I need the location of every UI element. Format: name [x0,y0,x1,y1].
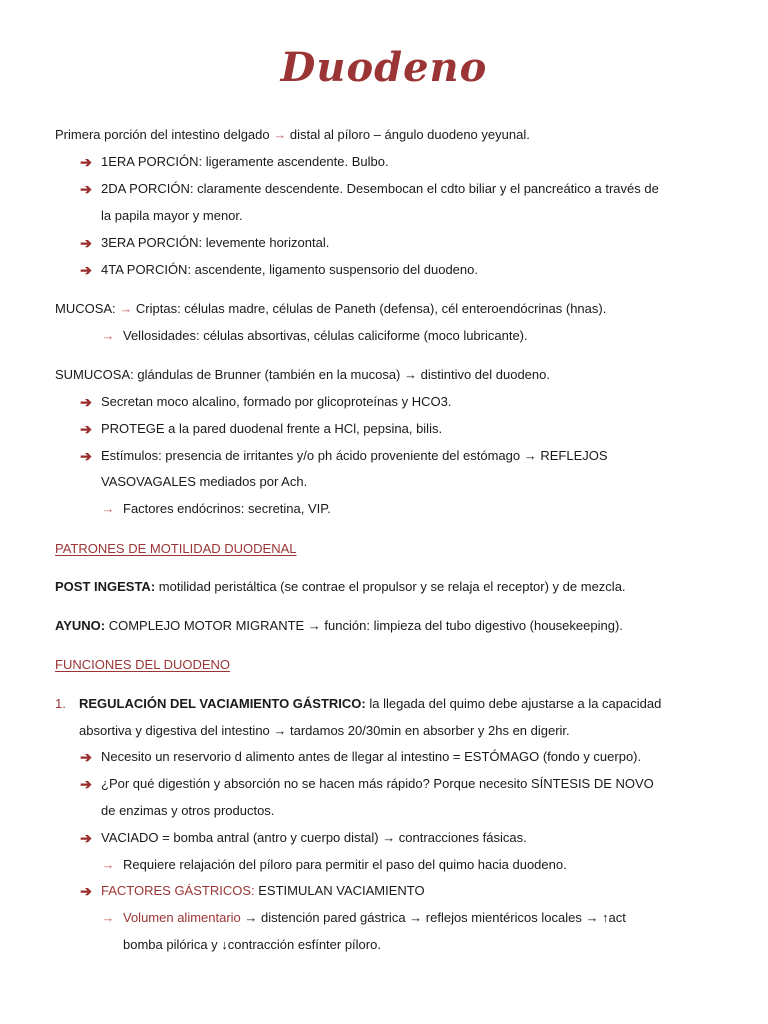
portion-item: 2DA PORCIÓN: claramente descendente. Desembocan el cdto biliar y el pancreático a través de [101,181,659,196]
arrow-sub-bullet-icon: → [101,328,115,343]
post-ingesta-text: motilidad peristáltica (se contrae el propulsor y se relaja el receptor) y de mezcla. [155,579,626,594]
arrow-sub-bullet-icon: → [101,501,115,516]
intro-text-2: distal al píloro – ángulo duodeno yeyunal. [286,127,530,142]
volume-line-continued: bomba pilórica y ↓contracción esfínter píloro. [123,937,381,952]
arrow-bullet-icon: ➔ [80,448,92,464]
intro-text: Primera porción del intestino delgado [55,127,274,142]
portion-item: 4TA PORCIÓN: ascendente, ligamento suspensorio del duodeno. [101,262,478,277]
arrow-bullet-icon: ➔ [80,154,92,170]
arrow-bullet-icon: ➔ [80,181,92,197]
regulation-item: ¿Por qué digestión y absorción no se hacen más rápido? Porque necesito SÍNTESIS DE NOVO [101,776,654,791]
submucosa-item-continued: VASOVAGALES mediados por Ach. [101,474,308,489]
regulation-sub-item: Requiere relajación del píloro para permitir el paso del quimo hacia duodeno. [123,857,567,872]
regulation-line [79,695,661,713]
portion-item: 3ERA PORCIÓN: levemente horizontal. [101,235,330,250]
arrow-icon: → [273,127,287,142]
intro-line [55,126,530,144]
mucosa-line [55,300,606,318]
arrow-bullet-icon: ➔ [80,235,92,251]
page-title: Duodeno [280,44,488,91]
arrow-bullet-icon: ➔ [80,776,92,792]
list-number: 1. [55,696,66,711]
arrow-bullet-icon: ➔ [80,421,92,437]
regulation-text: la llegada del quimo debe ajustarse a la capacidad [365,696,662,711]
submucosa-sub-item: Factores endócrinos: secretina, VIP. [123,501,331,516]
regulation-item-continued: de enzimas y otros productos. [101,803,275,818]
motility-heading: PATRONES DE MOTILIDAD DUODENAL [55,541,297,556]
portion-item-continued: la papila mayor y menor. [101,208,243,223]
submucosa-item: Estímulos: presencia de irritantes y/o ph ácido proveniente del estómago → REFLEJOS [101,448,608,463]
mucosa-label: MUCOSA: [55,301,120,316]
arrow-bullet-icon: ➔ [80,262,92,278]
submucosa-line: SUMUCOSA: glándulas de Brunner (también en la mucosa) → distintivo del duodeno. [55,367,550,382]
submucosa-item: PROTEGE a la pared duodenal frente a HCl, pepsina, bilis. [101,421,443,436]
arrow-bullet-icon: ➔ [80,749,92,765]
post-ingesta-label: POST INGESTA: [55,579,156,594]
regulation-item: VACIADO = bomba antral (antro y cuerpo distal) → contracciones fásicas. [101,830,527,845]
functions-heading: FUNCIONES DEL DUODENO [55,657,231,672]
regulation-item: Necesito un reservorio d alimento antes de llegar al intestino = ESTÓMAGO (fondo y cuerpo). [101,749,642,764]
portion-item: 1ERA PORCIÓN: ligeramente ascendente. Bulbo. [101,154,389,169]
arrow-sub-bullet-icon: → [101,910,115,925]
arrow-sub-bullet-icon: → [101,857,115,872]
arrow-bullet-icon: ➔ [80,883,92,899]
volume-line [123,909,626,927]
factors-label: FACTORES GÁSTRICOS: [101,883,255,898]
volume-text: → distención pared gástrica → reflejos mientéricos locales → ↑act [240,910,626,925]
ayuno-text: COMPLEJO MOTOR MIGRANTE → función: limpieza del tubo digestivo (housekeeping). [105,618,623,633]
regulation-label: REGULACIÓN DEL VACIAMIENTO GÁSTRICO: [79,696,366,711]
volume-label: Volumen alimentario [123,910,241,925]
regulation-line-continued: absortiva y digestiva del intestino → tardamos 20/30min en absorber y 2hs en digerir. [79,723,570,738]
post-ingesta-line [55,578,626,596]
mucosa-text: Criptas: células madre, células de Paneth (defensa), cél enteroendócrinas (hnas). [132,301,607,316]
arrow-bullet-icon: ➔ [80,830,92,846]
arrow-bullet-icon: ➔ [80,394,92,410]
mucosa-sub-item: Vellosidades: células absortivas, células caliciforme (moco lubricante). [123,328,528,343]
arrow-icon: → [119,301,133,316]
submucosa-item: Secretan moco alcalino, formado por glicoproteínas y HCO3. [101,394,452,409]
factors-line [101,882,425,900]
ayuno-label: AYUNO: [55,618,106,633]
factors-text: ESTIMULAN VACIAMIENTO [254,883,425,898]
ayuno-line [55,617,623,635]
